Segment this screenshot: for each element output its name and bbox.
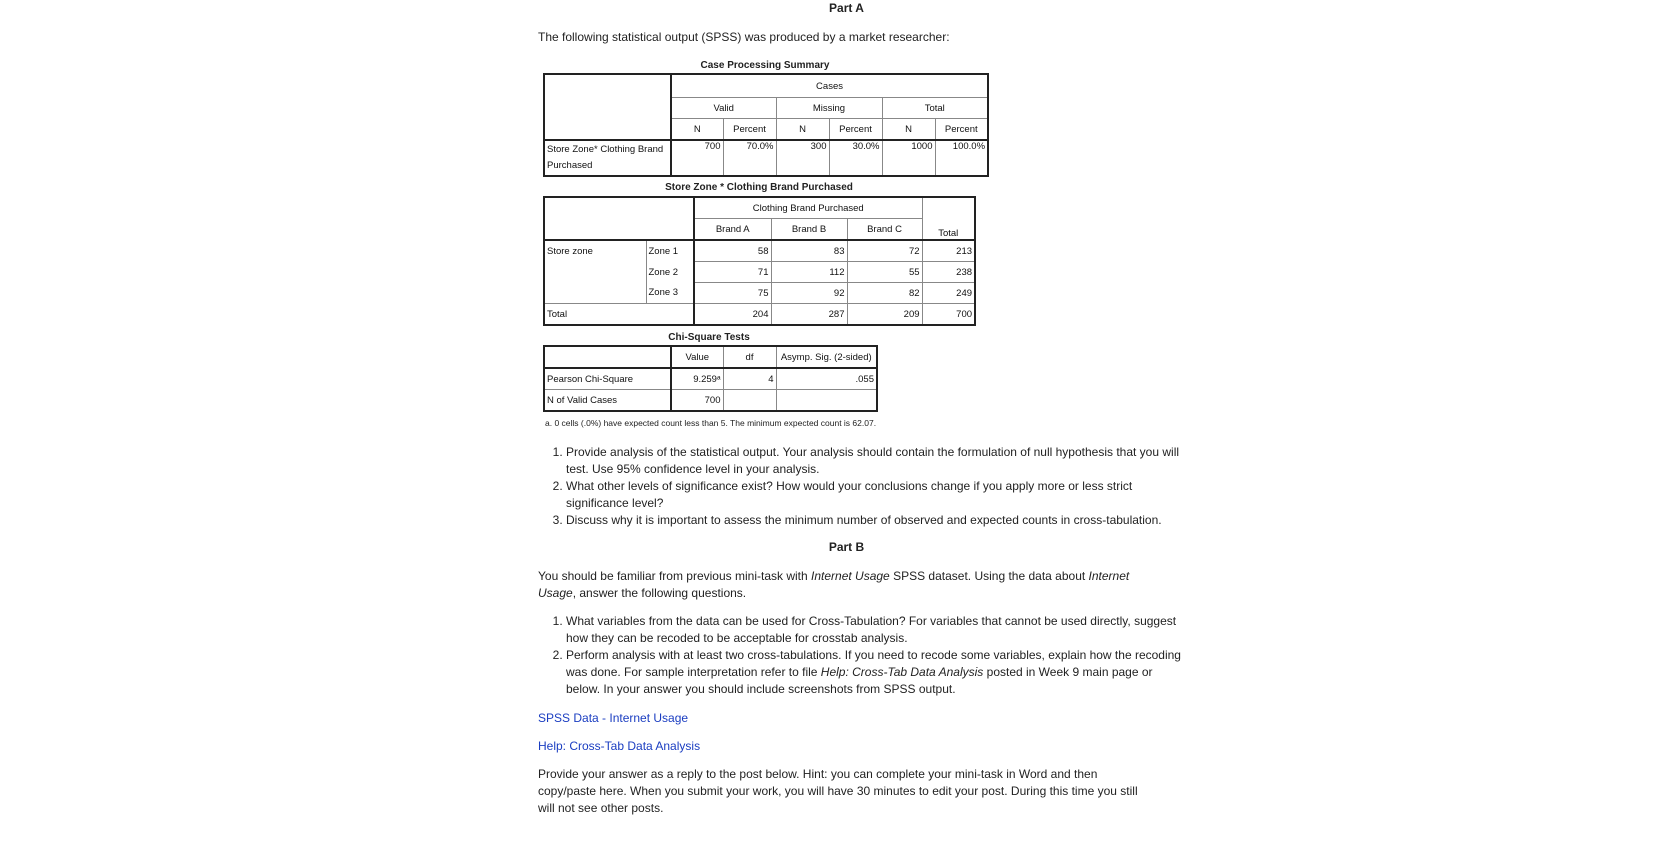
- crosstab-table: [543, 196, 976, 326]
- table-row: Store zone Zone 1 58 83 72 213: [544, 240, 975, 262]
- part-b-questions: [538, 613, 1186, 698]
- brand-group-header: Clothing Brand Purchased: [694, 197, 922, 219]
- group-header: Missing: [776, 98, 882, 119]
- col-header: Percent: [829, 119, 882, 141]
- group-header: Valid: [671, 98, 776, 119]
- cases-header: Cases: [671, 74, 988, 98]
- table-row: Zone 2 71 112 55 238: [544, 262, 975, 283]
- brand-header: Brand B: [771, 219, 847, 241]
- col-header: N: [882, 119, 935, 141]
- case-summary-table: [543, 73, 989, 177]
- brand-header: Brand A: [694, 219, 771, 241]
- spss-data-link[interactable]: SPSS Data - Internet Usage: [538, 711, 689, 725]
- list-item: 1. Provide analysis of the statistical output. Your analysis should contain the formulation of null hypothesis that you will test. Use 95% confidence level in your analysis.: [566, 444, 1186, 478]
- total-header: Total: [922, 197, 975, 240]
- list-item: 1. What variables from the data can be used for Cross-Tabulation? For variables that cannot be used directly, suggest how they can be recoded to be acceptable for crosstab analysis.: [566, 613, 1186, 647]
- list-item: 2. Perform analysis with at least two cross-tabulations. If you need to recode some variables, explain how the recoding was done. For sample interpretation refer to file Help: Cross-Tab Data Analysis posted in Week 9 main page or below. In your answer you should include screenshots from SPSS output.: [566, 647, 1186, 698]
- part-b-heading: Part B: [828, 540, 865, 554]
- col-header: N: [671, 119, 723, 141]
- col-header: N: [776, 119, 829, 141]
- chi-title: Chi-Square Tests: [668, 332, 750, 343]
- closing-text: Provide your answer as a reply to the post below. Hint: you can complete your mini-task in Word and then copy/paste here. When you submit your work, you will have 30 minutes to edit your post. During this time you still will not see other posts.: [538, 767, 1138, 815]
- part-a-intro: The following statistical output (SPSS) was produced by a market researcher:: [538, 30, 950, 44]
- brand-header: Brand C: [847, 219, 922, 241]
- group-header: Total: [882, 98, 988, 119]
- col-header: Percent: [723, 119, 776, 141]
- table-row: Zone 3 75 92 82 249: [544, 283, 975, 304]
- table-row: Store Zone* Clothing Brand Purchased 700 70.0% 300 30.0% 1000 100.0%: [544, 140, 988, 176]
- table-row: Total 204 287 209 700: [544, 304, 975, 326]
- table-row: N of Valid Cases 700: [544, 390, 877, 412]
- case-summary-title: Case Processing Summary: [700, 60, 830, 71]
- list-item: 2. What other levels of significance exist? How would your conclusions change if you apply more or less strict significance level?: [566, 478, 1186, 512]
- part-b-intro: You should be familiar from previous mini-task with Internet Usage SPSS dataset. Using the data about Internet Usage, answer the following questions.: [538, 569, 1130, 600]
- part-a-heading: Part A: [829, 1, 864, 15]
- chi-square-table: Value df Asymp. Sig. (2-sided) Pearson Chi-Square 9.259ᵃ 4 .055 N of Valid Cases 700: [543, 345, 878, 412]
- crosstab-title: Store Zone * Clothing Brand Purchased: [665, 182, 853, 193]
- part-a-questions: [538, 444, 1186, 529]
- col-header: Percent: [935, 119, 988, 141]
- list-item: 3. Discuss why it is important to assess the minimum number of observed and expected counts in cross-tabulation.: [566, 512, 1186, 529]
- help-crosstab-link[interactable]: Help: Cross-Tab Data Analysis: [538, 739, 701, 753]
- chi-footnote: a. 0 cells (.0%) have expected count less than 5. The minimum expected count is 62.07.: [545, 418, 877, 428]
- table-row: Pearson Chi-Square 9.259ᵃ 4 .055: [544, 368, 877, 390]
